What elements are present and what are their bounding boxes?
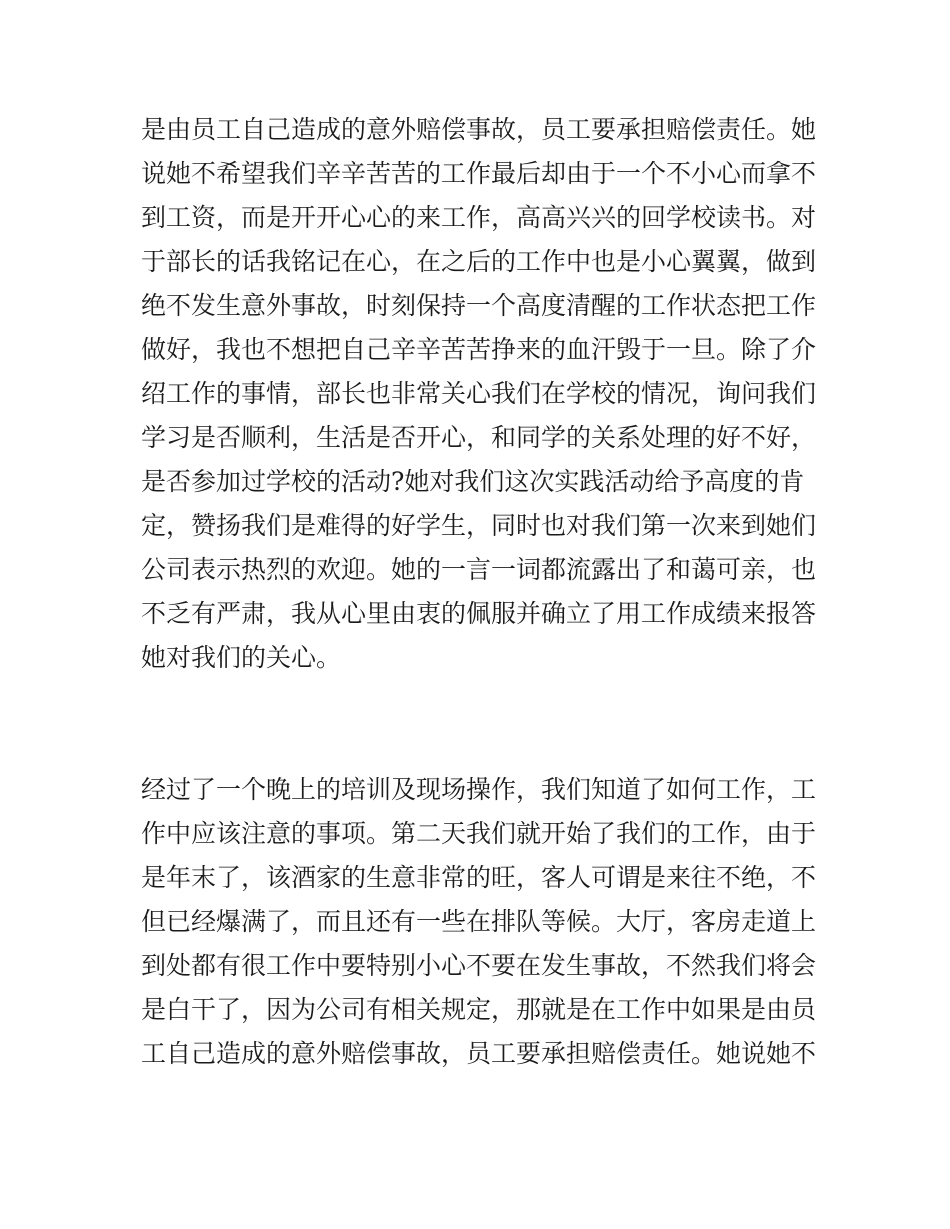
text-line: 作中应该注意的事项。第二天我们就开始了我们的工作，由于 — [141, 819, 817, 848]
text-line: 公司表示热烈的欢迎。她的一言一词都流露出了和蔼可亲，也 — [141, 555, 817, 584]
text-line: 她对我们的关心。 — [141, 643, 342, 672]
text-line: 于部长的话我铭记在心，在之后的工作中也是小心翼翼，做到 — [141, 247, 817, 276]
text-line: 是由员工自己造成的意外赔偿事故，员工要承担赔偿责任。她 — [141, 115, 817, 144]
text-line: 是白干了，因为公司有相关规定，那就是在工作中如果是由员 — [141, 995, 817, 1024]
text-line: 工自己造成的意外赔偿事故，员工要承担赔偿责任。她说她不 — [141, 1039, 817, 1068]
paragraph-2 — [141, 768, 821, 1076]
text-line: 学习是否顺利，生活是否开心，和同学的关系处理的好不好， — [141, 423, 817, 452]
text-line: 但已经爆满了，而且还有一些在排队等候。大厅，客房走道上 — [141, 907, 817, 936]
text-line: 绝不发生意外事故，时刻保持一个高度清醒的工作状态把工作 — [141, 291, 817, 320]
text-line: 经过了一个晚上的培训及现场操作，我们知道了如何工作，工 — [141, 775, 817, 804]
text-line: 定，赞扬我们是难得的好学生，同时也对我们第一次来到她们 — [141, 511, 817, 540]
text-line: 到工资，而是开开心心的来工作，高高兴兴的回学校读书。对 — [141, 203, 817, 232]
text-line: 做好，我也不想把自己辛辛苦苦挣来的血汗毁于一旦。除了介 — [141, 335, 817, 364]
text-line: 到处都有很工作中要特别小心不要在发生事故，不然我们将会 — [141, 951, 817, 980]
text-line: 不乏有严肃，我从心里由衷的佩服并确立了用工作成绩来报答 — [141, 599, 817, 628]
text-line: 说她不希望我们辛辛苦苦的工作最后却由于一个不小心而拿不 — [141, 159, 817, 188]
text-line: 是否参加过学校的活动?她对我们这次实践活动给予高度的肯 — [141, 467, 805, 496]
text-line: 是年末了，该酒家的生意非常的旺，客人可谓是来往不绝，不 — [141, 863, 817, 892]
text-line: 绍工作的事情，部长也非常关心我们在学校的情况，询问我们 — [141, 379, 817, 408]
paragraph-1 — [141, 108, 821, 680]
